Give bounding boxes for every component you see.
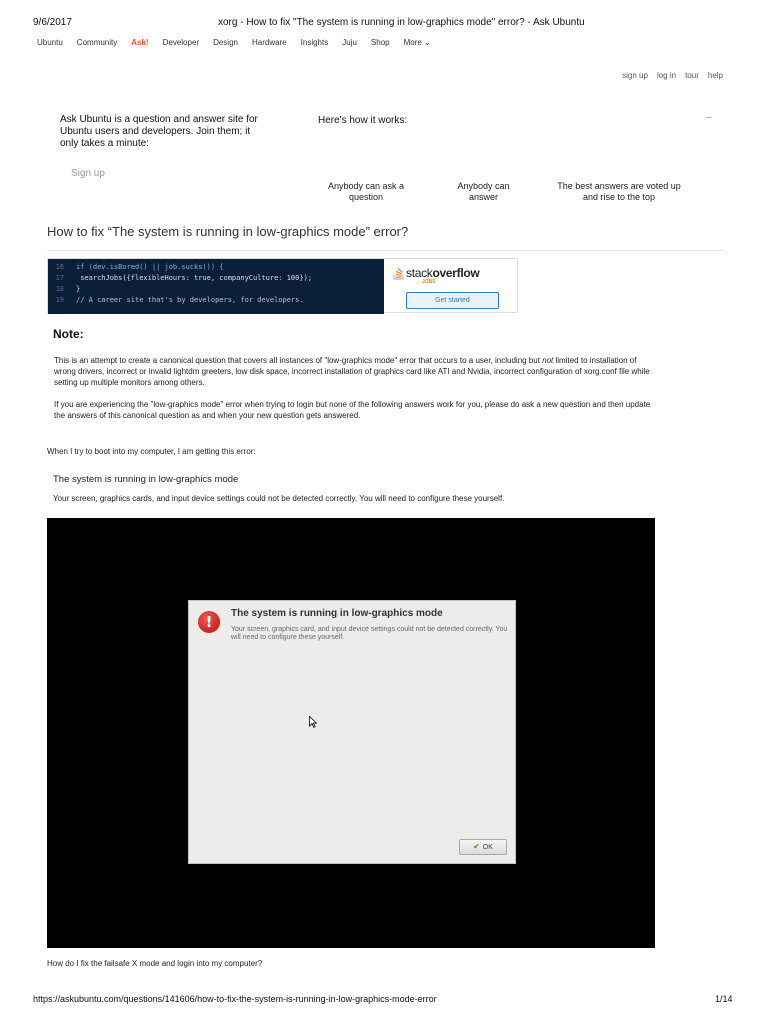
error-screenshot: [47, 518, 655, 948]
nav-item-insights[interactable]: Insights: [300, 38, 329, 47]
stackoverflow-logo-icon: [393, 267, 404, 280]
code-line: 17 searchJobs({flexibleHours: true, companyCulture: 100});: [55, 274, 313, 282]
login-link[interactable]: log in: [656, 71, 677, 80]
intro-text: Ask Ubuntu is a question and answer site for Ubuntu users and developers. Join them; it only takes a minute:: [60, 114, 258, 149]
nav-item-community[interactable]: Community: [76, 38, 118, 47]
stackoverflow-jobs-panel: [384, 259, 519, 314]
ad-code-sample: [48, 259, 384, 314]
note-heading: Note:: [53, 327, 84, 341]
nav-item-ubuntu[interactable]: Ubuntu: [37, 38, 63, 47]
error-icon: !: [198, 611, 220, 633]
print-date: 9/6/2017: [33, 17, 72, 28]
nav-item-more[interactable]: More ⌄: [403, 38, 431, 47]
dialog-title: The system is running in low-graphics mode: [231, 608, 443, 619]
code-line: 18 }: [55, 285, 81, 293]
print-url: https://askubuntu.com/questions/141606/how-to-fix-the-system-is-running-in-low-graphics-mode-error: [33, 994, 437, 1004]
code-line: 19 // A career site that's by developers, for developers.: [55, 296, 304, 304]
mouse-cursor-icon: [309, 716, 317, 728]
nav-item-hardware[interactable]: Hardware: [251, 38, 287, 47]
signup-link[interactable]: sign up: [622, 71, 648, 80]
question-title[interactable]: How to fix “The system is running in low-graphics mode” error?: [47, 224, 409, 239]
code-line: 16 if (dev.isBored() || job.sucks()) {: [55, 263, 224, 271]
divider: [47, 250, 723, 251]
step-answer: Anybody can answer: [457, 181, 510, 202]
dialog-message: Your screen, graphics card, and input device settings could not be detected correctly. You will need to configure these yourself.: [231, 626, 508, 641]
low-graphics-dialog: [188, 600, 516, 864]
tour-link[interactable]: tour: [685, 71, 699, 80]
dismiss-banner-button[interactable]: –: [706, 112, 712, 123]
signup-button[interactable]: Sign up: [71, 168, 105, 179]
quoted-error-text: Your screen, graphics cards, and input device settings could not be detected correctly. You will need to configure these yourself.: [53, 494, 505, 503]
help-link[interactable]: help: [707, 71, 723, 80]
step-vote: The best answers are voted up and rise to the top: [557, 181, 681, 202]
nav-item-ask[interactable]: Ask!: [131, 38, 149, 47]
jobs-ad[interactable]: [47, 258, 518, 313]
nav-item-developer[interactable]: Developer: [162, 38, 200, 47]
print-page-title: xorg - How to fix "The system is running in low-graphics mode" error? - Ask Ubuntu: [218, 17, 585, 28]
checkmark-icon: ✔: [473, 842, 480, 851]
nav-item-shop[interactable]: Shop: [370, 38, 390, 47]
stackoverflow-wordmark: stackoverflow: [406, 266, 480, 280]
note-paragraph-2: If you are experiencing the "low-graphics mode" error when trying to login but none of the following answers work for you, please do ask a new question and then update the answers of this canonical question as and when your new question gets answered.: [54, 400, 651, 420]
ok-button[interactable]: ✔ OK: [459, 839, 507, 855]
how-it-works-heading: Here's how it works:: [318, 115, 408, 126]
jobs-label: JOBS: [422, 279, 436, 285]
question-text: How do I fix the failsafe X mode and login into my computer?: [47, 959, 263, 968]
page-number: 1/14: [715, 994, 733, 1004]
boot-error-text: When I try to boot into my computer, I am getting this error:: [47, 447, 256, 456]
nav-item-juju[interactable]: Juju: [342, 38, 357, 47]
site-nav: [37, 38, 431, 47]
user-links: [622, 71, 723, 80]
note-paragraph-1: This is an attempt to create a canonical question that covers all instances of "low-graphics mode" error that occurs to a user, including but not limited to installation of wrong drivers, incorrect or invalid lightdm greeters, low disk space, incorrect installation of graphics card like ATI and Nvidia, incorrect configuration of xorg.conf file while setting up multiple monitors among others.: [54, 356, 650, 387]
nav-item-design[interactable]: Design: [213, 38, 238, 47]
get-started-button[interactable]: Get started: [406, 292, 499, 309]
step-ask: Anybody can ask a question: [327, 181, 405, 202]
quoted-error-title: The system is running in low-graphics mode: [53, 474, 239, 485]
